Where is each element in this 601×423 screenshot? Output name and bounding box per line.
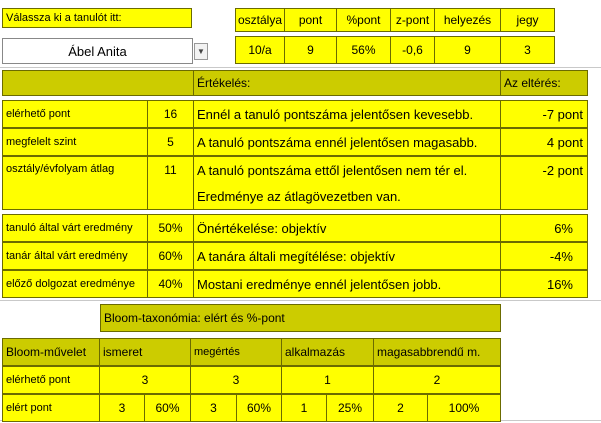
eval-row-value: 5: [147, 128, 194, 156]
diff-header: Az eltérés:: [500, 70, 588, 96]
bloom-reachable-value: 2: [373, 366, 501, 394]
dropdown-arrow-icon[interactable]: ▼: [194, 43, 208, 60]
eval-row-label: osztály/évfolyam átlag: [2, 156, 148, 210]
stats-value-grade: 3: [500, 36, 555, 64]
bloom-achieved-percent: 25%: [326, 394, 374, 422]
bloom-category: megértés: [190, 338, 282, 366]
stats-header-points: pont: [284, 8, 337, 32]
eval-row-label: tanár által várt eredmény: [2, 242, 148, 270]
eval-row-label: elérhető pont: [2, 100, 148, 128]
eval-row-text: Mostani eredménye ennél jelentősen jobb.: [193, 270, 501, 298]
bloom-achieved-percent: 60%: [144, 394, 191, 422]
bloom-achieved-points: 2: [373, 394, 428, 422]
eval-row-diff: -7 pont: [500, 100, 588, 128]
bloom-category: ismeret: [99, 338, 191, 366]
stats-value-rank: 9: [434, 36, 501, 64]
stats-value-points: 9: [284, 36, 337, 64]
bloom-title: Bloom-taxonómia: elért és %-pont: [100, 304, 501, 332]
bloom-achieved-points: 3: [99, 394, 145, 422]
eval-row-diff-blank: [500, 183, 588, 210]
eval-row-text: A tanuló pontszáma ennél jelentősen magasabb.: [193, 128, 501, 156]
stats-header-percent: %pont: [336, 8, 391, 32]
eval-row-diff: -4%: [500, 242, 588, 270]
eval-row-label: előző dolgozat eredménye: [2, 270, 148, 298]
bloom-reachable-value: 3: [99, 366, 191, 394]
stats-header-grade: jegy: [500, 8, 555, 32]
bloom-achieved-percent: 100%: [427, 394, 501, 422]
eval-row-value: 60%: [147, 242, 194, 270]
eval-header-blank: [2, 70, 194, 96]
stats-value-zscore: -0,6: [390, 36, 435, 64]
eval-row-label: tanuló által várt eredmény: [2, 214, 148, 242]
stats-header-rank: helyezés: [434, 8, 501, 32]
eval-row-text: Ennél a tanuló pontszáma jelentősen kevesebb.: [193, 100, 501, 128]
eval-row-value: 11: [147, 156, 194, 210]
eval-row-value: 50%: [147, 214, 194, 242]
eval-row-text: A tanuló pontszáma ettől jelentősen nem tér el.: [193, 156, 501, 184]
eval-header: Értékelés:: [193, 70, 501, 96]
bloom-category: magasabbrendű m.: [373, 338, 501, 366]
bloom-achieved-label: elért pont: [2, 394, 100, 422]
selector-label: Válassza ki a tanulót itt:: [2, 8, 192, 28]
bloom-reachable-value: 1: [281, 366, 374, 394]
eval-row-text: A tanára általi megítélése: objektív: [193, 242, 501, 270]
bloom-reachable-value: 3: [190, 366, 282, 394]
stats-value-percent: 56%: [336, 36, 391, 64]
eval-row-diff: -2 pont: [500, 156, 588, 184]
bloom-achieved-points: 1: [281, 394, 327, 422]
eval-row-label: megfelelt szint: [2, 128, 148, 156]
bloom-op-label: Bloom-művelet: [2, 338, 100, 366]
stats-value-class: 10/a: [235, 36, 285, 64]
eval-row-value: 16: [147, 100, 194, 128]
eval-row-diff: 16%: [500, 270, 588, 298]
eval-row-diff: 4 pont: [500, 128, 588, 156]
eval-row-value: 40%: [147, 270, 194, 298]
stats-header-class: osztálya: [235, 8, 285, 32]
bloom-achieved-points: 3: [190, 394, 237, 422]
eval-row-diff: 6%: [500, 214, 588, 242]
eval-row-text-2: Eredménye az átlagövezetben van.: [193, 183, 501, 210]
stats-header-zscore: z-pont: [390, 8, 435, 32]
bloom-reachable-label: elérhető pont: [2, 366, 100, 394]
bloom-category: alkalmazás: [281, 338, 374, 366]
eval-row-text: Önértékelése: objektív: [193, 214, 501, 242]
student-select[interactable]: Ábel Anita: [2, 38, 193, 64]
bloom-achieved-percent: 60%: [236, 394, 282, 422]
